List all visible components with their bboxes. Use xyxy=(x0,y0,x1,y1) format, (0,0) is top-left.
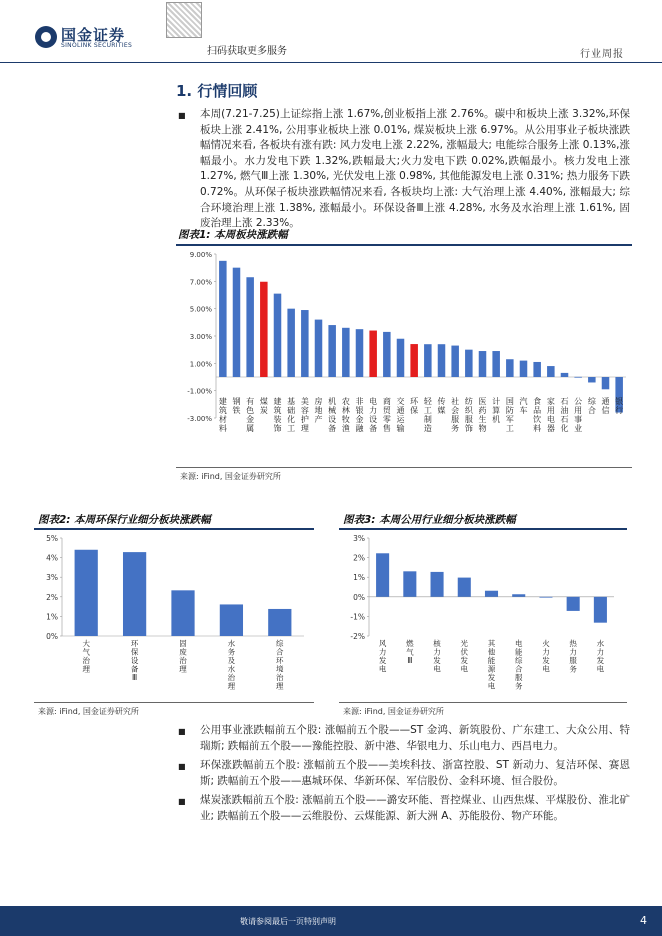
figure2-chart xyxy=(34,530,314,700)
x-label-核力发电: 核力发电 xyxy=(433,639,441,674)
y-tick-label: 0% xyxy=(46,632,58,641)
qr-caption: 扫码获取更多服务 xyxy=(207,46,287,57)
bar-房地产 xyxy=(315,320,323,377)
x-label-房地产: 房地产 xyxy=(314,397,323,424)
bar-汽车 xyxy=(520,361,528,377)
x-label-其他能源发电: 其他能源发电 xyxy=(487,639,496,691)
bar-电力设备 xyxy=(369,331,377,377)
bar-电能综合服务 xyxy=(512,594,525,597)
x-label-煤炭: 煤炭 xyxy=(259,397,268,415)
x-label-大气治理: 大气治理 xyxy=(82,639,90,674)
x-label-环保: 环保 xyxy=(410,397,419,415)
y-tick-label: -1% xyxy=(350,612,365,622)
bar-煤炭 xyxy=(260,282,268,377)
bar-公用事业 xyxy=(574,377,582,378)
x-label-钢铁: 钢铁 xyxy=(232,397,241,415)
bar-农林牧渔 xyxy=(342,328,350,377)
bar-社会服务 xyxy=(451,346,459,377)
figure1-rule-bottom xyxy=(176,467,632,468)
bar-美容护理 xyxy=(301,310,309,377)
x-label-建筑装饰: 建筑装饰 xyxy=(273,397,282,433)
x-label-综合环境治理: 综合环境治理 xyxy=(276,639,284,691)
bar-燃气Ⅲ xyxy=(403,571,416,596)
bar-交通运输 xyxy=(397,339,405,377)
figure2-source: 来源: iFind, 国金证券研究所 xyxy=(38,707,139,716)
x-label-社会服务: 社会服务 xyxy=(451,397,460,433)
y-tick-label: 0% xyxy=(353,592,365,602)
x-label-电能综合服务: 电能综合服务 xyxy=(514,639,523,691)
bar-石油石化 xyxy=(561,373,569,377)
bar-火力发电 xyxy=(539,597,552,598)
bar-建筑材料 xyxy=(219,261,227,377)
y-tick-label: 3% xyxy=(46,573,58,583)
x-label-热力服务: 热力服务 xyxy=(569,639,577,674)
x-label-商贸零售: 商贸零售 xyxy=(382,397,391,433)
y-tick-label: -1.00% xyxy=(187,387,212,396)
logo-icon xyxy=(35,26,57,48)
header-divider xyxy=(0,62,662,63)
x-label-汽车: 汽车 xyxy=(519,397,528,415)
list-item: 煤炭涨跌幅前五个股: 涨幅前五个股——潞安环能、晋控煤业、山西焦煤、平煤股份、淮北矿业; 跌幅前五个股——云维股份、云煤能源、新大洲 A、苏能股份、物产环能。 xyxy=(200,794,630,822)
x-label-水力发电: 水力发电 xyxy=(596,639,605,674)
figure3-title: 图表3: 本周公用行业细分板块涨跌幅 xyxy=(343,514,516,526)
bar-环保 xyxy=(410,344,418,377)
bar-食品饮料 xyxy=(533,362,541,377)
bar-光伏发电 xyxy=(458,578,471,597)
y-tick-label: 9.00% xyxy=(189,251,212,259)
y-tick-label: 5% xyxy=(46,534,58,543)
bullet-icon: ■ xyxy=(178,797,186,806)
bar-通信 xyxy=(602,377,610,389)
bar-商贸零售 xyxy=(383,332,391,377)
bar-传媒 xyxy=(438,344,446,377)
doc-type: 行业周报 xyxy=(580,49,624,60)
x-label-计算机: 计算机 xyxy=(492,397,501,424)
bar-计算机 xyxy=(492,351,500,377)
x-label-机械设备: 机械设备 xyxy=(328,397,337,433)
x-label-农林牧渔: 农林牧渔 xyxy=(341,397,350,433)
bar-钢铁 xyxy=(233,268,241,377)
bar-家用电器 xyxy=(547,366,555,377)
x-label-纺织服饰: 纺织服饰 xyxy=(464,397,473,433)
x-label-电力设备: 电力设备 xyxy=(369,397,378,433)
x-label-燃气Ⅲ: 燃气 Ⅲ xyxy=(406,639,414,665)
x-label-建筑材料: 建筑材料 xyxy=(218,397,227,433)
page-number: 4 xyxy=(640,914,647,927)
bar-综合环境治理 xyxy=(268,609,291,636)
bar-热力服务 xyxy=(567,597,580,611)
x-label-银行: 银行 xyxy=(615,397,624,415)
x-label-轻工制造: 轻工制造 xyxy=(423,397,432,433)
bar-环保设备Ⅲ xyxy=(123,552,146,636)
x-label-家用电器: 家用电器 xyxy=(546,397,555,433)
bar-风力发电 xyxy=(376,553,389,597)
x-label-有色金属: 有色金属 xyxy=(246,397,255,433)
list-item: 公用事业涨跌幅前五个股: 涨幅前五个股——ST 金鸿、新筑股份、广东建工、大众公用、特瑞斯; 跌幅前五个股——豫能控股、新中港、华银电力、乐山电力、西昌电力。 xyxy=(200,724,630,752)
bar-固废治理 xyxy=(171,590,194,636)
figure3-source: 来源: iFind, 国金证券研究所 xyxy=(343,707,444,716)
bar-轻工制造 xyxy=(424,344,432,377)
y-tick-label: 5.00% xyxy=(189,305,212,314)
bar-非银金融 xyxy=(356,329,364,377)
x-label-综合: 综合 xyxy=(587,397,596,415)
bar-核力发电 xyxy=(431,572,444,597)
y-tick-label: 1.00% xyxy=(189,360,212,369)
y-tick-label: 3% xyxy=(353,534,365,543)
y-tick-label: 1% xyxy=(46,612,58,622)
logo-en: SINOLINK SECURITIES xyxy=(61,42,133,49)
y-tick-label: 2% xyxy=(46,592,58,602)
x-label-通信: 通信 xyxy=(601,397,610,415)
x-label-风力发电: 风力发电 xyxy=(378,639,387,674)
bar-综合 xyxy=(588,377,596,382)
footer-disclaimer: 敬请参阅最后一页特别声明 xyxy=(240,917,336,926)
y-tick-label: 4% xyxy=(46,553,58,563)
figure3-rule-bottom xyxy=(339,702,627,703)
figure2-rule-bottom xyxy=(34,702,314,703)
section-title: 1. 行情回顾 xyxy=(176,82,258,100)
figure1-title: 图表1: 本周板块涨跌幅 xyxy=(178,229,288,241)
bullet-icon: ■ xyxy=(178,111,186,120)
y-tick-label: 7.00% xyxy=(189,278,212,287)
figure3-chart xyxy=(339,530,627,700)
intro-paragraph: 本周(7.21-7.25)上证综指上涨 1.67%,创业板指上涨 2.76%。碳中和板块上涨 3.32%,环保板块上涨 2.41%, 公用事业板块上涨 0.01%, 煤炭板块上涨 6.97%。从公用事业子板块涨跌幅情况来看, 各板块有涨有跌: 风力发电上涨 2.22%, 涨幅最大; 电能综合服务上涨 0.13%,涨幅最小。水力发电下跌 1.32%,跌幅最大;火力发电下跌 0.02%,跌幅最小。核力发电上涨 1.27%, 燃气Ⅲ上涨 1.30%, 光伏发电上涨 0.98%, 其他能源发电上涨 0.31%; 热力服务下跌 0.72%。从环保子板块涨跌幅情况来看, 各板块均上涨: 大气治理上涨 4.40%, 涨幅最大; 综合环境治理上涨 1.38%, 涨幅最小。环保设备Ⅲ上涨 4.28%, 水务及水治理上涨 1.61%, 固废治理上涨 2.33%。 xyxy=(200,108,630,230)
bullet-icon: ■ xyxy=(178,727,186,736)
bullet-icon: ■ xyxy=(178,762,186,771)
bar-机械设备 xyxy=(328,325,336,377)
bar-国防军工 xyxy=(506,359,514,377)
bar-水务及水治理 xyxy=(220,604,243,636)
x-label-火力发电: 火力发电 xyxy=(542,639,550,674)
y-tick-label: 1% xyxy=(353,573,365,583)
x-label-食品饮料: 食品饮料 xyxy=(533,397,542,433)
x-label-水务及水治理: 水务及水治理 xyxy=(227,639,236,691)
x-label-公用事业: 公用事业 xyxy=(574,397,583,433)
bar-大气治理 xyxy=(75,550,98,636)
figure2-title: 图表2: 本周环保行业细分板块涨跌幅 xyxy=(38,514,211,526)
y-tick-label: 3.00% xyxy=(189,333,212,341)
x-label-非银金融: 非银金融 xyxy=(355,397,364,433)
figure1-chart xyxy=(176,246,632,466)
y-tick-label: -3.00% xyxy=(187,415,212,423)
bar-医药生物 xyxy=(479,351,487,377)
bar-纺织服饰 xyxy=(465,350,473,377)
x-label-石油石化: 石油石化 xyxy=(560,397,569,433)
figure1-source: 来源: iFind, 国金证券研究所 xyxy=(180,472,281,481)
logo-cn: 国金证券 xyxy=(61,26,126,44)
x-label-环保设备Ⅲ: 环保设备 Ⅲ xyxy=(130,639,139,682)
list-item: 环保涨跌幅前五个股: 涨幅前五个股——美埃科技、浙富控股、ST 新动力、复洁环保、赛恩斯; 跌幅前五个股——惠城环保、华新环保、军信股份、金科环境、恒合股份。 xyxy=(200,759,630,787)
bar-有色金属 xyxy=(246,277,254,377)
bar-水力发电 xyxy=(594,597,607,623)
qr-code-icon[interactable] xyxy=(166,2,202,38)
x-label-美容护理: 美容护理 xyxy=(300,397,309,433)
x-label-基础化工: 基础化工 xyxy=(287,397,296,433)
x-label-交通运输: 交通运输 xyxy=(396,397,405,433)
y-tick-label: 2% xyxy=(353,553,365,563)
bar-基础化工 xyxy=(287,309,295,377)
bar-建筑装饰 xyxy=(274,294,282,377)
x-label-固废治理: 固废治理 xyxy=(179,639,187,674)
y-tick-label: -2% xyxy=(350,632,365,641)
x-label-光伏发电: 光伏发电 xyxy=(460,639,469,674)
x-label-传媒: 传媒 xyxy=(437,397,446,415)
x-label-国防军工: 国防军工 xyxy=(505,397,514,433)
bar-其他能源发电 xyxy=(485,591,498,597)
x-label-医药生物: 医药生物 xyxy=(478,397,487,433)
